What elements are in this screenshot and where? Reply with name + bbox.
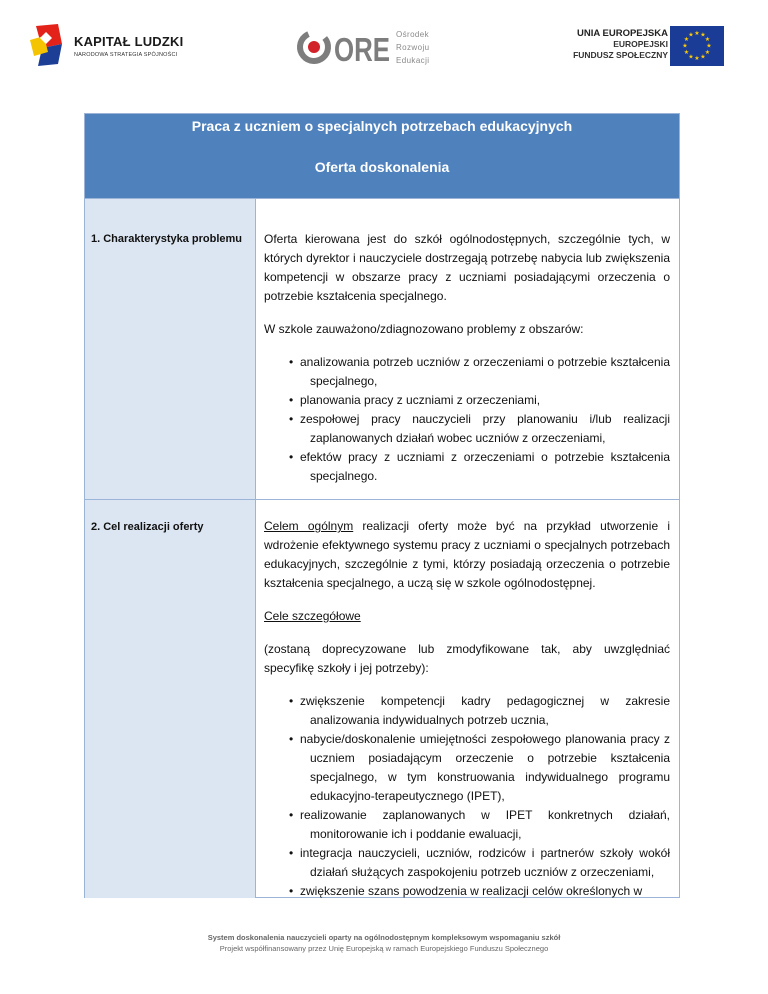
ore-line: Edukacji (396, 56, 430, 65)
header-logos (0, 0, 768, 90)
ore-line: Rozwoju (396, 43, 430, 52)
list-item: • nabycie/doskonalenie umiejętności zespołowego planowania pracy z uczniem posiadającym orzeczenie o potrzebie kształcenia specjalnego, w tym konstruowania indywidualnego programu edukacyjno-terapeutycznego (IPET), (274, 730, 670, 806)
column-divider (255, 198, 256, 898)
ore-line: Ośrodek (396, 30, 430, 39)
ore-logo (296, 26, 466, 70)
svg-text:★: ★ (683, 36, 690, 43)
eu-line: UNIA EUROPEJSKA (577, 28, 668, 39)
svg-text:★: ★ (706, 42, 712, 50)
eu-flag-icon (670, 26, 724, 66)
list-item: • efektów pracy z uczniami z orzeczeniami o potrzebie kształcenia specjalnego. (274, 448, 670, 486)
offer-table (84, 113, 680, 898)
problem-lead: W szkole zauważono/zdiagnozowano problemy z obszarów: (264, 322, 584, 336)
row-label-problem: 1. Charakterystyka problemu (91, 233, 243, 245)
kapital-ludzki-logo (28, 22, 198, 68)
row-content-goal (264, 517, 670, 901)
list-item: • zwiększenie szans powodzenia w realizacji celów określonych w (274, 882, 670, 901)
list-item: • planowania pracy z uczniami z orzeczeniami, (274, 391, 670, 410)
svg-text:★: ★ (683, 49, 690, 56)
problem-intro: Oferta kierowana jest do szkół ogólnodostępnych, szczególnie tych, w których dyrektor i nauczyciele dostrzegają potrzebę nabycia lub zwiększenia kompetencji w obszarze pracy z uczniami posiadającymi orzeczenia o potrzebie kształcenia specjalnego. (264, 232, 670, 303)
kapital-ludzki-title: KAPITAŁ LUDZKI (74, 34, 184, 49)
svg-text:★: ★ (688, 31, 694, 39)
footer-line-2: Projekt współfinansowany przez Unię Europejską w ramach Europejskiego Funduszu Społecznego (219, 944, 549, 953)
table-title: Praca z uczniem o specjalnych potrzebach edukacyjnych (191, 118, 573, 134)
label-column (85, 198, 255, 898)
svg-text:★: ★ (682, 42, 688, 50)
ore-wordmark (296, 28, 392, 68)
svg-text:★: ★ (700, 31, 706, 39)
svg-text:★: ★ (694, 55, 700, 62)
problem-list (264, 353, 670, 486)
eu-line: FUNDUSZ SPOŁECZNY (573, 50, 668, 60)
general-goal-text: realizacji oferty może być na przykład utworzenie i wdrożenie efektywnego systemu pracy z uczniami o specjalnych potrzebach edukacyjnych, szczególnie z tymi, którzy posiadają orzeczenia o potrzebie kształcenia specjalnego, a uczą się w szkole ogólnodostępnej. (264, 519, 670, 590)
row-divider (85, 198, 679, 199)
list-item: • zwiększenie kompetencji kadry pedagogicznej w zakresie analizowania indywidualnych potrzeb ucznia, (274, 692, 670, 730)
kapital-ludzki-subtitle: NARODOWA STRATEGIA SPÓJNOŚCI (74, 52, 178, 58)
list-item: • integracja nauczycieli, uczniów, rodziców i partnerów szkoły wokół działań służących zaspokojeniu potrzeb uczniów z orzeczeniami, (274, 844, 670, 882)
svg-text:★: ★ (700, 53, 706, 61)
list-item: • analizowania potrzeb uczniów z orzeczeniami o potrzebie kształcenia specjalnego, (274, 353, 670, 391)
row-content-problem (264, 230, 670, 486)
specific-goals-heading-text: Cele szczegółowe (264, 609, 361, 623)
kapital-ludzki-mark-icon (28, 22, 70, 68)
list-item: • zespołowej pracy nauczycieli przy planowaniu i/lub realizacji zaplanowanych działań wobec uczniów z orzeczeniami, (274, 410, 670, 448)
svg-text:★: ★ (704, 49, 711, 56)
table-subtitle: Oferta doskonalenia (314, 159, 450, 175)
table-header (85, 114, 679, 198)
specific-goals-note: (zostaną doprecyzowane lub zmodyfikowane tak, aby uwzględniać specyfikę szkoły i jej potrzeby): (264, 642, 670, 675)
general-goal-heading: Celem ogólnym (264, 519, 354, 533)
page-footer (0, 932, 768, 954)
ore-letters: ORE (334, 31, 390, 68)
svg-text:★: ★ (704, 36, 711, 43)
specific-goals-list (264, 692, 670, 901)
row-label-goal: 2. Cel realizacji oferty (91, 521, 204, 533)
eu-logo (560, 26, 724, 70)
specific-goals-heading (264, 607, 670, 626)
list-item: • realizowanie zaplanowanych w IPET konkretnych działań, monitorowanie ich i poddanie ewaluacji, (274, 806, 670, 844)
svg-text:★: ★ (688, 53, 694, 61)
footer-line-1: System doskonalenia nauczycieli oparty na ogólnodostępnym kompleksowym wspomaganiu szkół (207, 933, 561, 942)
row-divider (85, 499, 679, 500)
eu-line: EUROPEJSKI (613, 39, 668, 49)
ore-name-lines (396, 28, 429, 67)
svg-text:★: ★ (694, 30, 700, 37)
general-goal (264, 517, 670, 593)
eu-text (573, 28, 668, 61)
